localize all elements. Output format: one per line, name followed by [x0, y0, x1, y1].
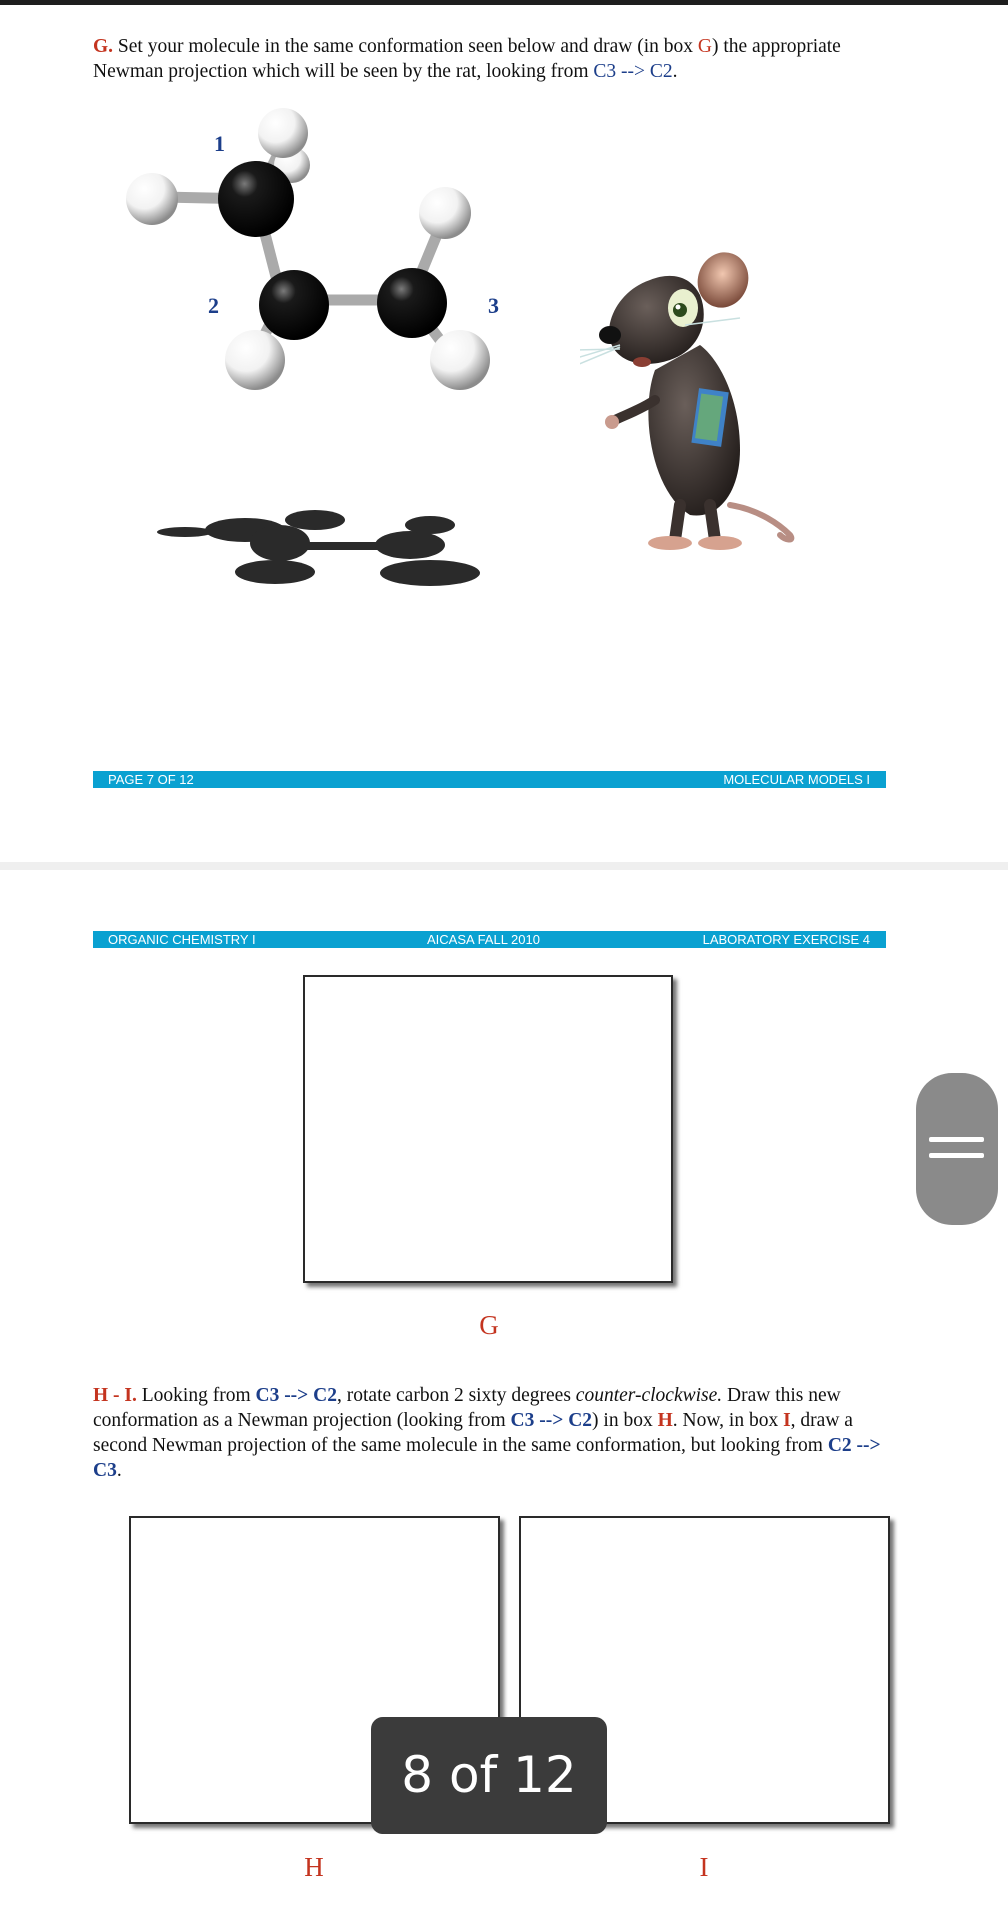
- hydrogen-atom: [225, 330, 285, 390]
- instruction-text: .: [116, 1460, 122, 1481]
- instruction-text: ) the appropriate Newman projection which will be seen by the rat, looking from: [93, 36, 841, 82]
- instruction-text: Looking from: [136, 1385, 256, 1406]
- fast-scroll-handle[interactable]: [916, 1073, 998, 1225]
- page-indicator: 8 of 12: [371, 1717, 607, 1834]
- header-exercise: LABORATORY EXERCISE 4: [702, 932, 870, 947]
- carbon-atom-2: [259, 270, 329, 340]
- section-hi-label: H - I.: [93, 1385, 137, 1406]
- emphasis-counter-clockwise: counter-clockwise.: [575, 1385, 723, 1406]
- page-separator: [0, 862, 1008, 870]
- grip-line: [929, 1137, 984, 1142]
- direction-c3-c2: C3 --> C2: [255, 1385, 337, 1406]
- hydrogen-atom: [419, 187, 471, 239]
- box-ref-h: H: [657, 1410, 673, 1431]
- box-ref-i: I: [783, 1410, 791, 1431]
- grip-line: [929, 1153, 984, 1158]
- direction-c2-c3: C2 --> C3: [93, 1435, 881, 1481]
- footer-section-title: MOLECULAR MODELS I: [723, 772, 870, 787]
- page-footer-banner: [93, 771, 886, 788]
- top-edge-bar: [0, 0, 1008, 5]
- page-header-banner: [93, 931, 886, 948]
- hydrogen-atom: [126, 173, 178, 225]
- drawing-box-g: [303, 975, 673, 1283]
- instruction-text: , draw a second Newman projection of the same molecule in the same conformation, but looking from: [93, 1410, 853, 1456]
- rat-illustration: [580, 250, 810, 570]
- atom-label-3: 3: [488, 293, 499, 318]
- box-ref-g: G: [697, 36, 712, 57]
- section-g-label: G.: [93, 36, 114, 57]
- section-hi-instructions: [93, 1383, 899, 1483]
- box-label-h: H: [304, 1852, 324, 1882]
- molecule-shadow: [157, 510, 480, 586]
- atom-label-1: 1: [214, 131, 225, 156]
- section-g-instructions: [93, 34, 913, 84]
- direction-c3-c2: C3 --> C2: [593, 61, 673, 82]
- instruction-text: . Now, in box: [672, 1410, 784, 1431]
- instruction-text: Draw this new conformation as a Newman projection (looking from: [93, 1385, 841, 1431]
- instruction-text: , rotate carbon 2 sixty degrees: [337, 1385, 576, 1406]
- instruction-text: ) in box: [592, 1410, 658, 1431]
- hydrogen-atom: [258, 108, 308, 158]
- box-label-g: G: [479, 1310, 499, 1340]
- carbon-atom-1: [218, 161, 294, 237]
- direction-c3-c2: C3 --> C2: [510, 1410, 593, 1431]
- box-label-i: I: [699, 1852, 709, 1882]
- header-term: AICASA FALL 2010: [427, 932, 540, 947]
- hydrogen-atom: [430, 330, 490, 390]
- instruction-text: Set your molecule in the same conformation seen below and draw (in box: [113, 36, 698, 57]
- instruction-text: .: [672, 61, 678, 82]
- footer-page-number: PAGE 7 OF 12: [108, 772, 194, 787]
- carbon-atom-3: [377, 268, 447, 338]
- header-course: ORGANIC CHEMISTRY I: [108, 932, 256, 947]
- atom-label-2: 2: [208, 293, 219, 318]
- propene-ball-and-stick-model: [110, 95, 510, 605]
